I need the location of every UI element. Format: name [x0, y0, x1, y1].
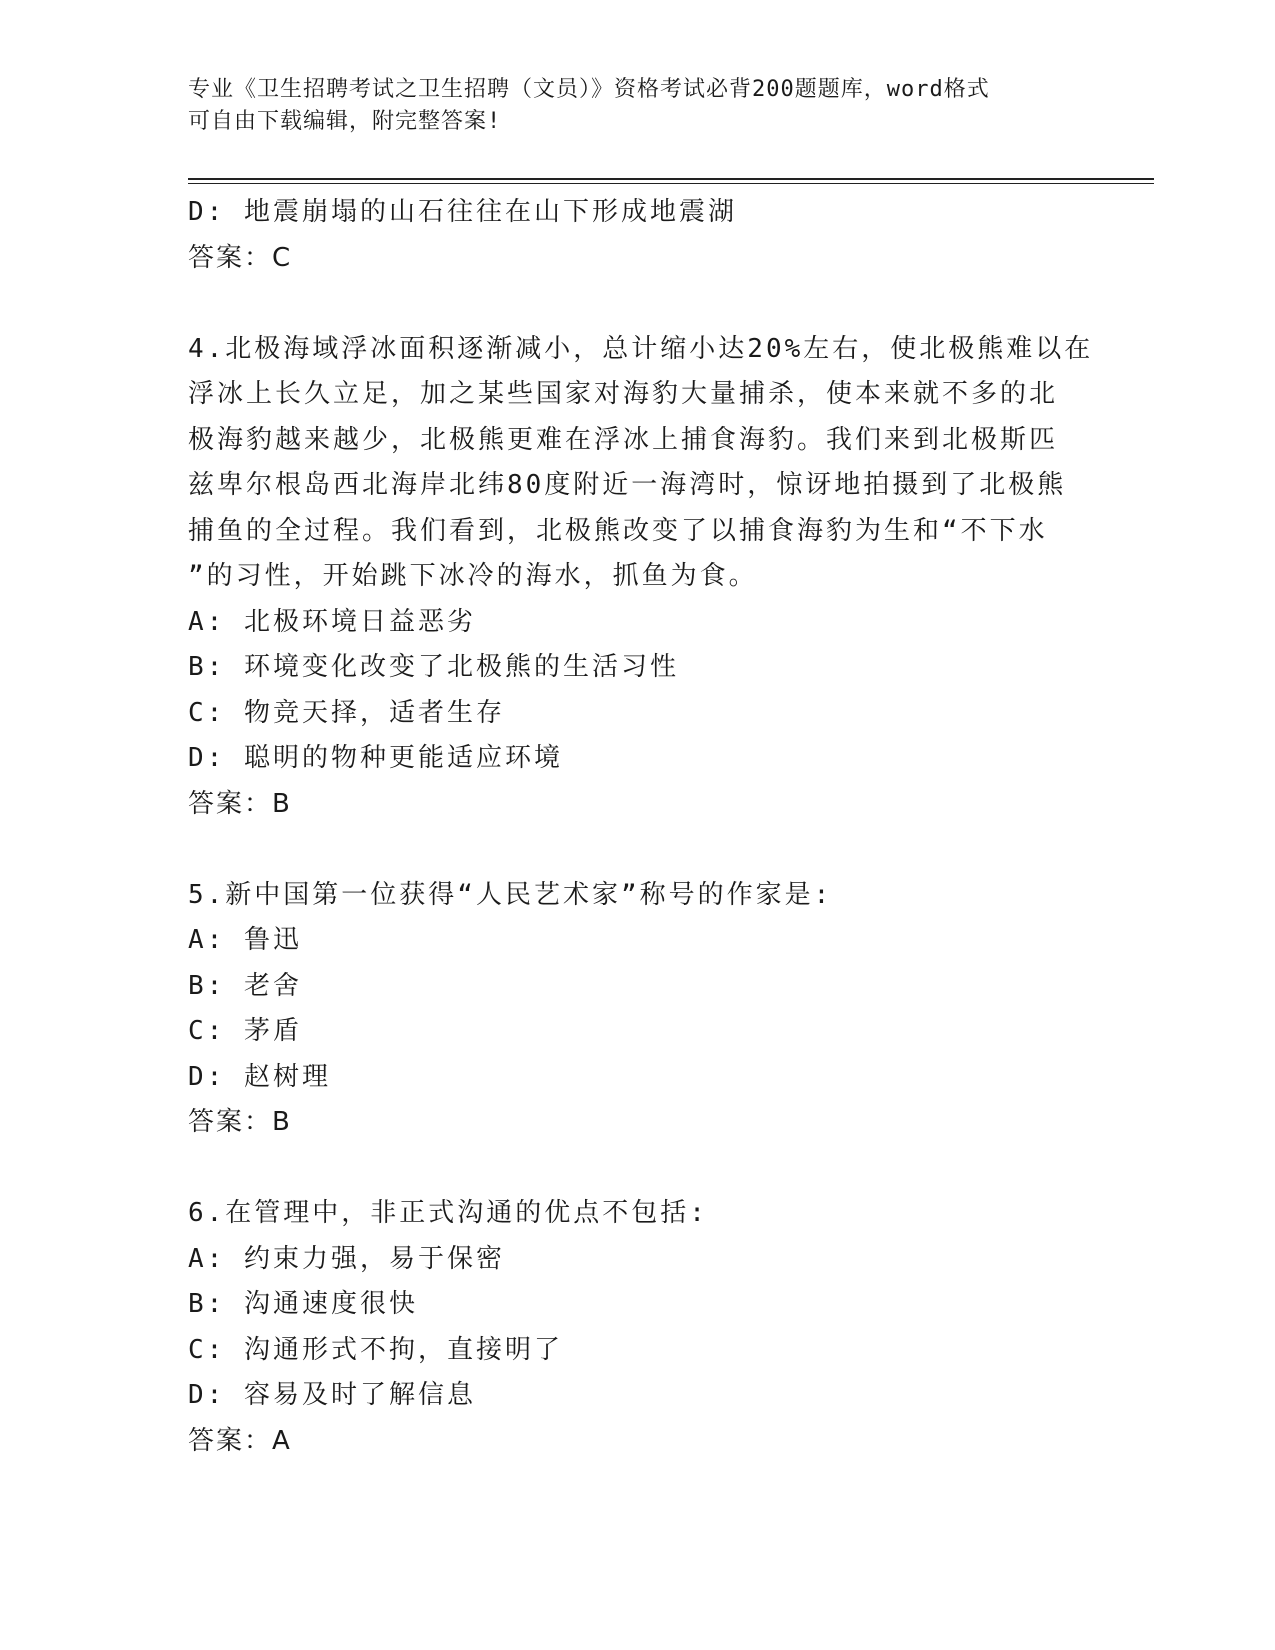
option-a: A: 北极环境日益恶劣: [188, 606, 476, 637]
option-a: A: 鲁迅: [188, 925, 302, 955]
question-text: 5.新中国第一位获得“人民艺术家”称号的作家是:: [188, 879, 833, 910]
spacer: [188, 827, 1088, 873]
option-d: D: 地震崩塌的山石往往在山下形成地震湖: [188, 197, 737, 227]
option-c: C: 茅盾: [188, 1016, 302, 1046]
question-text: 6.在管理中，非正式沟通的优点不包括:: [188, 1198, 708, 1228]
option-a: A: 约束力强，易于保密: [188, 1243, 505, 1274]
option-d: D: 聪明的物种更能适应环境: [188, 743, 563, 773]
option-d: D: 容易及时了解信息: [188, 1380, 476, 1410]
spacer: [188, 281, 1088, 327]
question-text-line: 捕鱼的全过程。我们看到，北极熊改变了以捕食海豹为生和“不下水: [188, 515, 1048, 546]
question-text-line: 兹卑尔根岛西北海岸北纬80度附近一海湾时，惊讶地拍摄到了北极熊: [188, 470, 1067, 500]
question-list: [188, 190, 1094, 1464]
answer-line: 答案：B: [188, 788, 292, 819]
option-b: B: 沟通速度很快: [188, 1289, 418, 1319]
spacer: [188, 1146, 1088, 1192]
question-4: [188, 327, 1094, 828]
answer-line: 答案：A: [188, 1425, 292, 1456]
header-rule-thin: [188, 183, 1154, 184]
question-text-line: 极海豹越来越少，北极熊更难在浮冰上捕食海豹。我们来到北极斯匹: [188, 424, 1059, 455]
question-text-line: 浮冰上长久立足，加之某些国家对海豹大量捕杀，使本来就不多的北: [188, 379, 1059, 409]
header-rule-thick: [188, 178, 1154, 180]
option-d: D: 赵树理: [188, 1061, 331, 1092]
option-b: B: 老舍: [188, 970, 302, 1001]
question-6: [188, 1191, 1088, 1464]
question-3-tail: [188, 190, 1088, 281]
option-b: B: 环境变化改变了北极熊的生活习性: [188, 652, 679, 682]
header-line-2: 可自由下载编辑，附完整答案!: [188, 109, 502, 134]
question-text: [188, 327, 1094, 600]
header-line-1: 专业《卫生招聘考试之卫生招聘（文员）》资格考试必背200题题库，word格式: [188, 77, 990, 102]
question-5: [188, 873, 1088, 1146]
question-text-line: 4.北极海域浮冰面积逐渐减小，总计缩小达20%左右，使北极熊难以在: [188, 333, 1094, 364]
answer-line: 答案：C: [188, 242, 293, 273]
option-c: C: 沟通形式不拘，直接明了: [188, 1334, 563, 1365]
page-header: [188, 74, 1088, 138]
option-c: C: 物竞天择，适者生存: [188, 697, 505, 728]
question-text-line: ”的习性，开始跳下冰冷的海水，抓鱼为食。: [188, 561, 758, 591]
answer-line: 答案：B: [188, 1107, 292, 1137]
